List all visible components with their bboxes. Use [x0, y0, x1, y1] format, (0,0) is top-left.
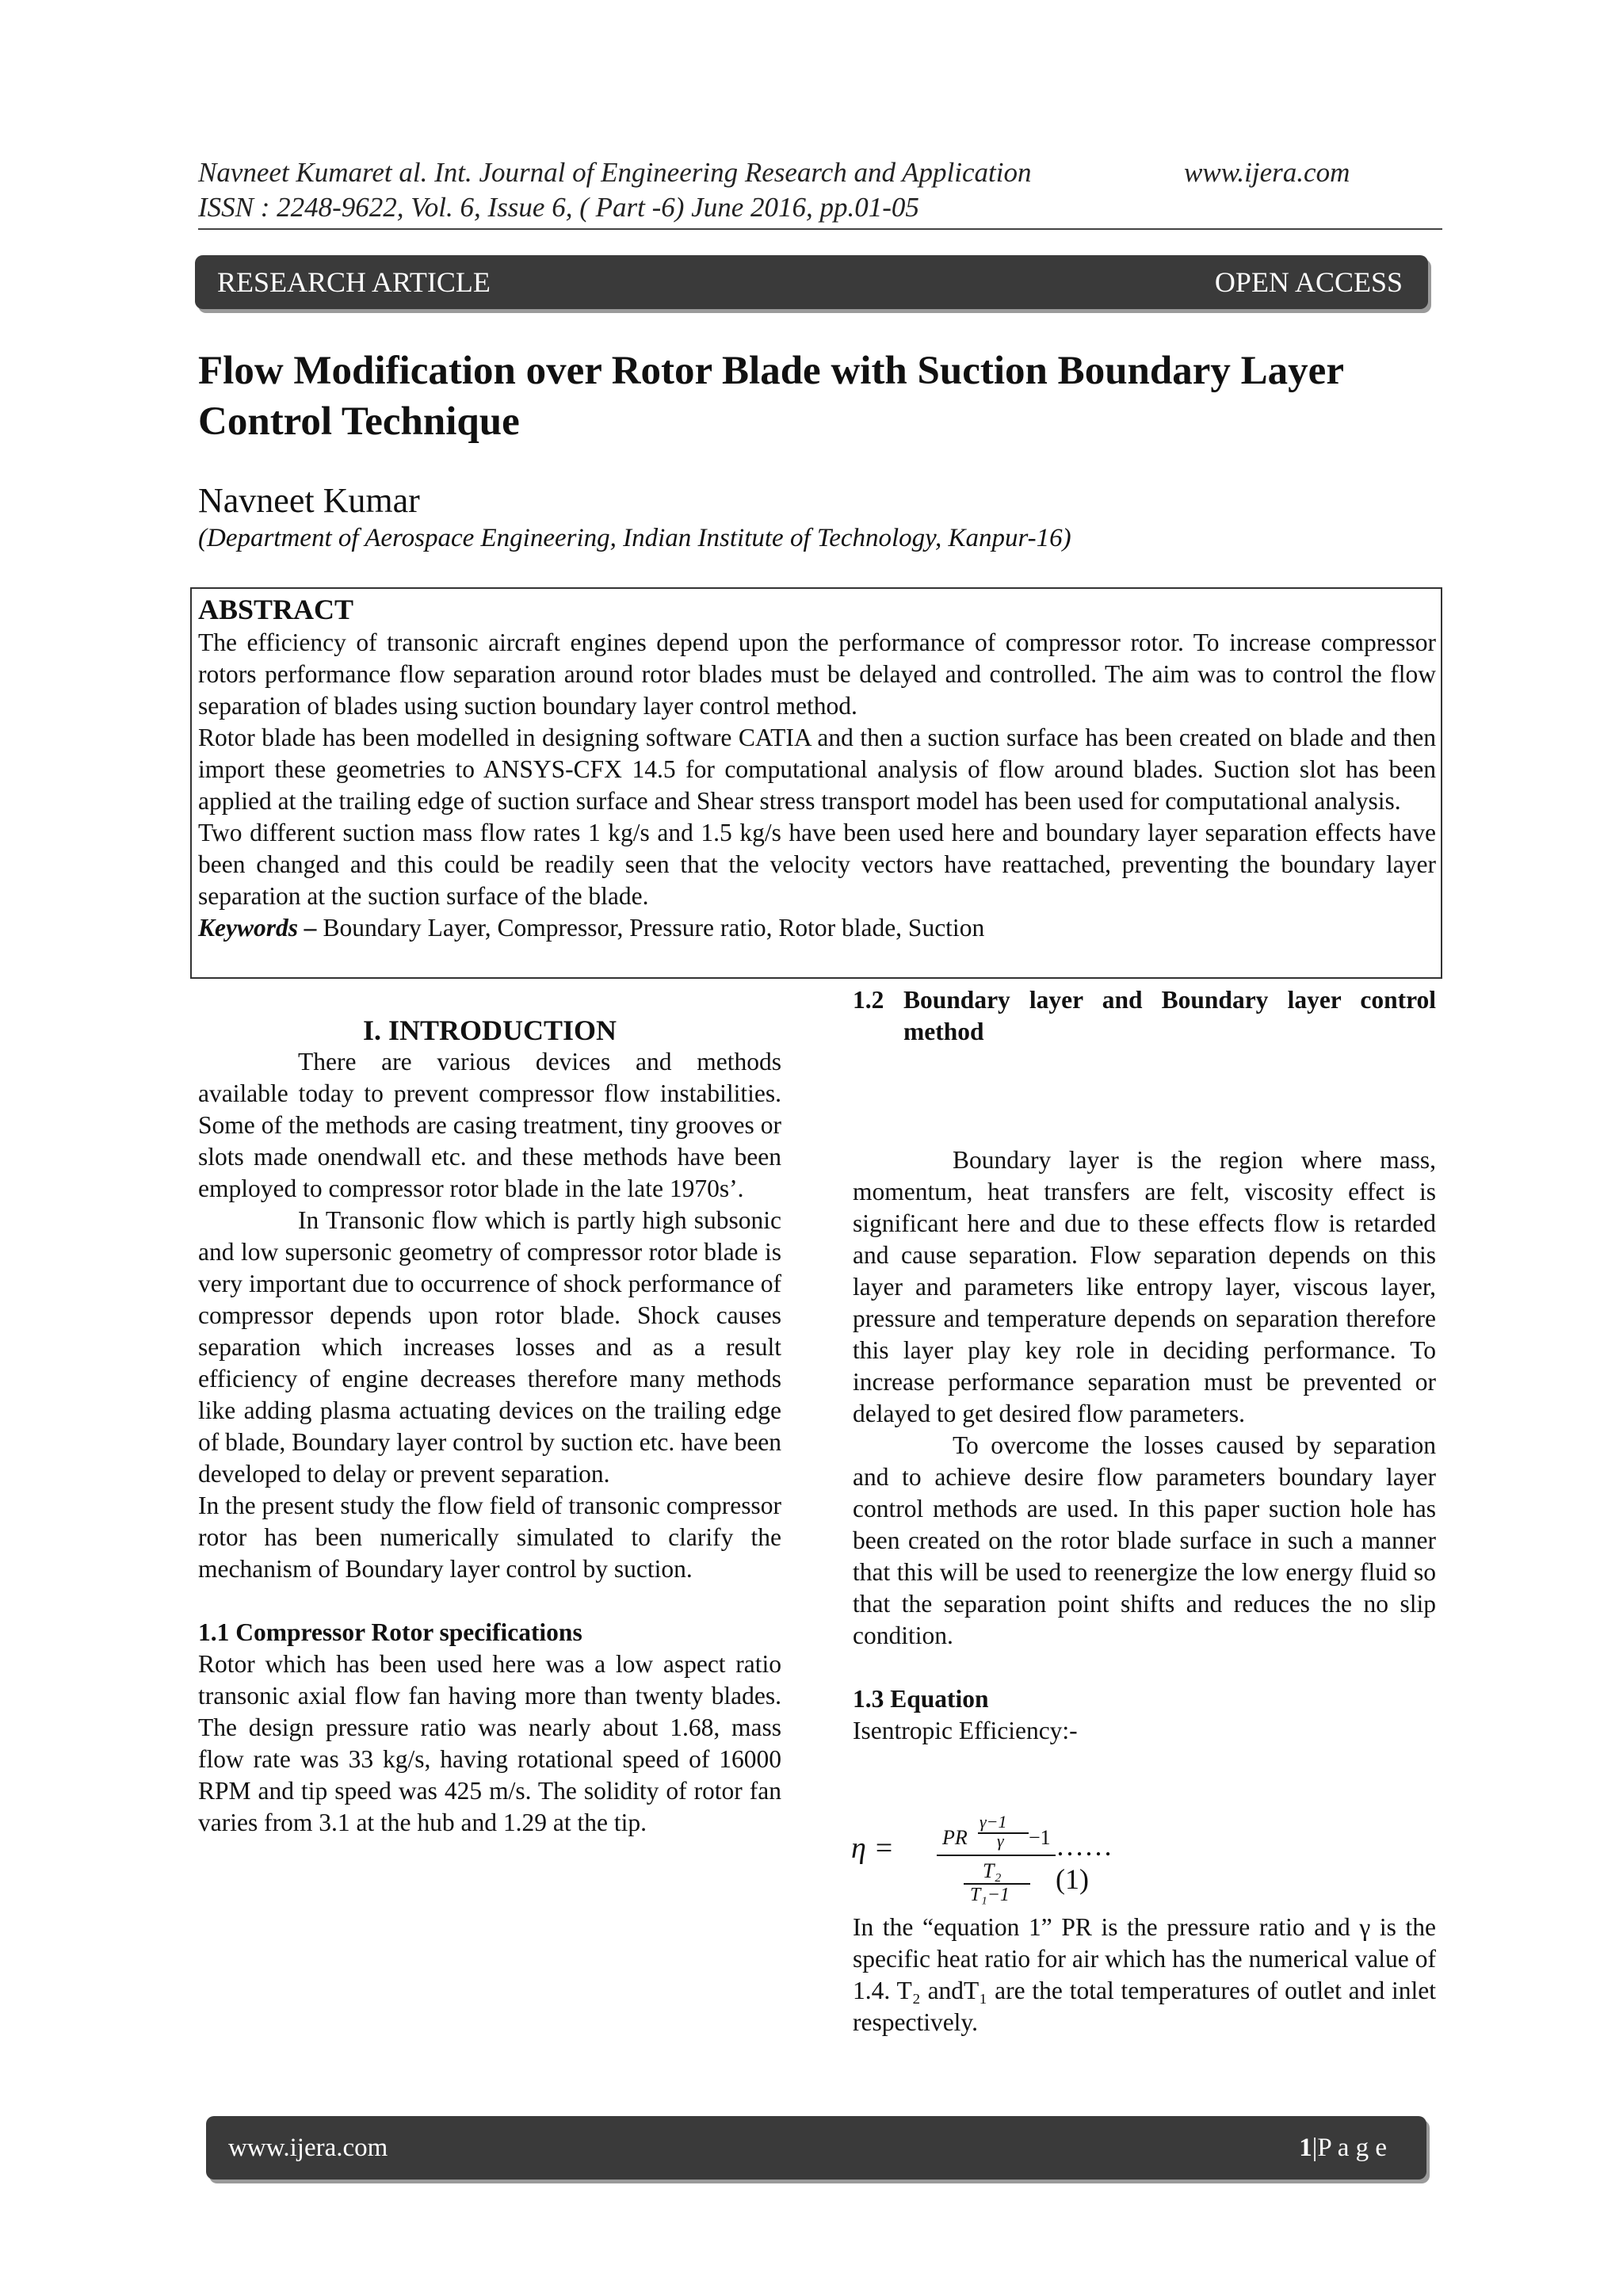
keywords-line — [198, 912, 1436, 944]
footer-url: www.ijera.com — [228, 2134, 388, 2162]
subsection-1-1-heading: 1.1 Compressor Rotor specifications — [198, 1618, 582, 1646]
isentropic-efficiency-equation — [851, 1794, 1136, 1905]
intro-paragraph-2: In Transonic flow which is partly high subsonic and low supersonic geometry of compressor rotor blade is very important due to occurrence of shock performance of compressor depends upon rotor blade. Shock causes separation which increases losses and as a result efficiency of engine decreases therefore many methods like adding plasma actuating devices on the trailing edge of blade, Boundary layer control by suction etc. have been developed to delay or prevent separation. — [198, 1206, 781, 1488]
abstract-paragraph-1: The efficiency of transonic aircraft engines depend upon the performance of compressor rotor. To increase compressor rotors performance flow separation around rotor blades must be delayed and controlled. The aim was to control the flow separation of blades using suction boundary layer control method. — [198, 628, 1436, 720]
page-number: 1 — [1299, 2134, 1312, 2162]
author-affiliation: (Department of Aerospace Engineering, Indian Institute of Technology, Kanpur-16) — [198, 524, 1071, 552]
page-indicator — [1299, 2116, 1387, 2179]
intro-paragraph-1: There are various devices and methods available today to prevent compressor flow instabilities. Some of the methods are casing treatment, tiny grooves or slots made onendwall etc. and these methods have been employed to compressor rotor blade in the late 1970s’. — [198, 1048, 781, 1202]
research-article-label: RESEARCH ARTICLE — [217, 266, 491, 298]
keywords-list: Boundary Layer, Compressor, Pressure ratio, Rotor blade, Suction — [323, 914, 985, 942]
subsection-1-2-number: 1.2 — [853, 986, 884, 1014]
subsection-1-3-heading: 1.3 Equation — [853, 1685, 989, 1713]
header-rule — [198, 228, 1442, 230]
paper-title: Flow Modification over Rotor Blade with Suction Boundary Layer Control Technique — [198, 349, 1344, 444]
abstract-heading: ABSTRACT — [198, 594, 354, 625]
introduction-heading: I. INTRODUCTION — [362, 1014, 617, 1046]
open-access-label: OPEN ACCESS — [1214, 266, 1403, 298]
author-name: Navneet Kumar — [198, 481, 420, 520]
equation-lhs: η = — [851, 1832, 894, 1865]
pressure-ratio-symbol: PR — [942, 1826, 968, 1849]
numerator-minus-one: −1 — [1029, 1826, 1051, 1849]
subsection-1-1-text: Rotor which has been used here was a low aspect ratio transonic axial flow fan having more than twenty blades. The design pressure ratio was nearly about 1.68, mass flow rate was 33 kg/s, having rotational speed of 16000 RPM and tip speed was 425 m/s. The solidity of rotor fan varies from 3.1 at the hub and 1.29 at the tip. — [198, 1650, 781, 1836]
abstract — [198, 592, 1436, 944]
subsection-1-2-paragraph-2: To overcome the losses caused by separation and to achieve desire flow parameters boundary layer control methods are used. In this paper suction hole has been created on the rotor blade surface in such a manner that this will be used to reenergize the low energy fluid so that the separation point shifts and reduces the no slip condition. — [853, 1431, 1436, 1649]
page-footer — [206, 2116, 1426, 2179]
equation-number: ……(1) — [1056, 1830, 1113, 1895]
subsection-1-2-title: Boundary layer and Boundary layer control method — [903, 986, 1436, 1045]
keywords-label: Keywords – — [198, 914, 317, 942]
temperature-t1-term: T₁−1 — [970, 1885, 1010, 1905]
abstract-paragraph-3: Two different suction mass flow rates 1 kg/s and 1.5 kg/s have been used here and boundary layer separation effects have been changed and this could be readily seen that the velocity vectors have reattached, preventing the boundary layer separation at the suction surface of the blade. — [198, 819, 1436, 910]
temperature-t2: T₂ — [983, 1859, 1002, 1882]
intro-paragraph-3: In the present study the flow field of transonic compressor rotor has been numerically simulated to clarify the mechanism of Boundary layer control by suction. — [198, 1492, 781, 1583]
equation-label: Isentropic Efficiency:- — [853, 1717, 1078, 1744]
equation-explanation: In the “equation 1” PR is the pressure ratio and γ is the specific heat ratio for air which has the numerical value of 1.4. T₂ andT₁ are the total temperatures of outlet and inlet respectively. — [853, 1913, 1436, 2036]
journal-url: www.ijera.com — [1184, 157, 1350, 188]
issn-line: ISSN : 2248-9622, Vol. 6, Issue 6, ( Part -6) June 2016, pp.01-05 — [198, 192, 919, 223]
page-label: |P a g e — [1312, 2134, 1387, 2162]
column-spacer — [853, 1048, 1436, 1144]
equation-explanation-block — [853, 1912, 1436, 2038]
left-column — [198, 1013, 781, 1839]
abstract-paragraph-2: Rotor blade has been modelled in designing software CATIA and then a suction surface has been created on blade and then import these geometries to ANSYS-CFX 14.5 for computational analysis of flow around blades. Suction slot has been applied at the trailing edge of suction surface and Shear stress transport model has been used for computational analysis. — [198, 724, 1436, 815]
subsection-1-2-heading — [853, 984, 1436, 1048]
exponent-denominator: γ — [997, 1831, 1004, 1851]
journal-header: Navneet Kumaret al. Int. Journal of Engineering Research and Application — [198, 157, 1032, 188]
right-column — [853, 984, 1436, 1747]
exponent-numerator: γ−1 — [980, 1812, 1007, 1832]
main-fraction-bar — [937, 1855, 1056, 1856]
article-type-banner — [195, 255, 1428, 309]
subsection-1-2-paragraph-1: Boundary layer is the region where mass, momentum, heat transfers are felt, viscosity effect is significant here and due to these effects flow is retarded and cause separation. Flow separation depends on this layer and parameters like entropy layer, viscous layer, pressure and temperature depends on separation therefore this layer play key role in deciding performance. To increase performance separation must be prevented or delayed to get desired flow parameters. — [853, 1146, 1436, 1427]
